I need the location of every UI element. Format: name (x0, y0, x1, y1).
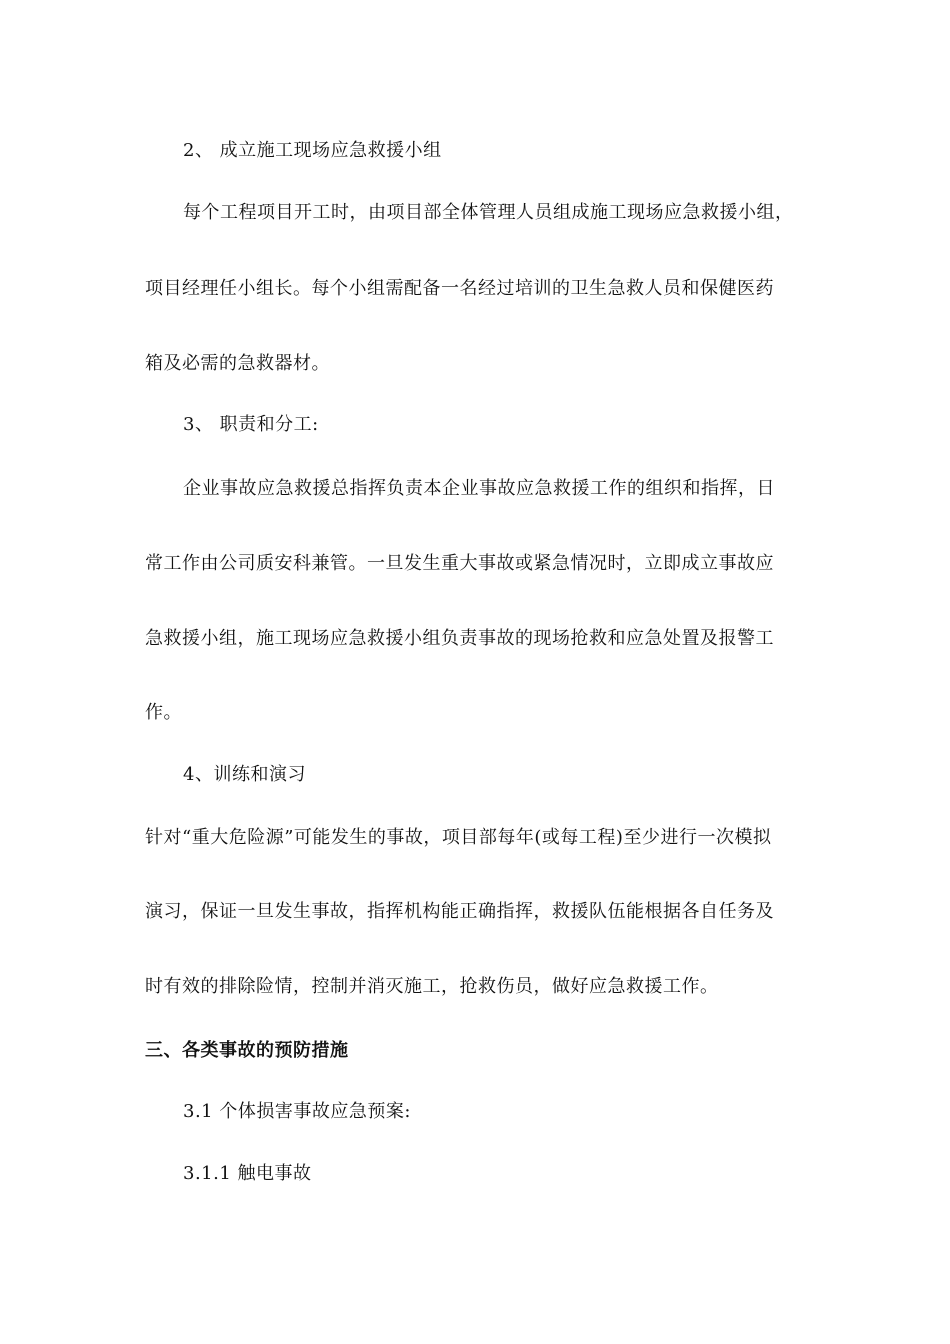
paragraph-line: 时有效的排除险情，控制并消灭施工，抢救伤员，做好应急救援工作。 (145, 976, 719, 997)
paragraph-line: 急救援小组，施工现场应急救援小组负责事故的现场抢救和应急处置及报警工 (145, 628, 774, 649)
paragraph-line: 作。 (145, 702, 182, 723)
paragraph-line: 箱及必需的急救器材。 (145, 353, 330, 374)
paragraph-line: 常工作由公司质安科兼管。一旦发生重大事故或紧急情况时，立即成立事故应 (145, 553, 774, 574)
paragraph-line: 项目经理任小组长。每个小组需配备一名经过培训的卫生急救人员和保健医药 (145, 278, 774, 299)
paragraph-line: 企业事故应急救援总指挥负责本企业事故应急救援工作的组织和指挥，日 (183, 478, 775, 499)
subsection-heading: 3.1 个体损害事故应急预案: (183, 1101, 411, 1122)
section-heading: 三、各类事故的预防措施 (145, 1040, 349, 1061)
subsubsection-heading: 3.1.1 触电事故 (183, 1163, 312, 1184)
paragraph-line: 演习，保证一旦发生事故，指挥机构能正确指挥，救援队伍能根据各自任务及 (145, 901, 774, 922)
heading-4: 4、训练和演习 (183, 764, 306, 785)
heading-3: 3、 职责和分工: (183, 414, 319, 435)
heading-2: 2、 成立施工现场应急救援小组 (183, 140, 442, 161)
paragraph-line: 针对“重大危险源”可能发生的事故，项目部每年(或每工程)至少进行一次模拟 (145, 827, 772, 848)
paragraph-line: 每个工程项目开工时，由项目部全体管理人员组成施工现场应急救援小组， (183, 202, 794, 223)
